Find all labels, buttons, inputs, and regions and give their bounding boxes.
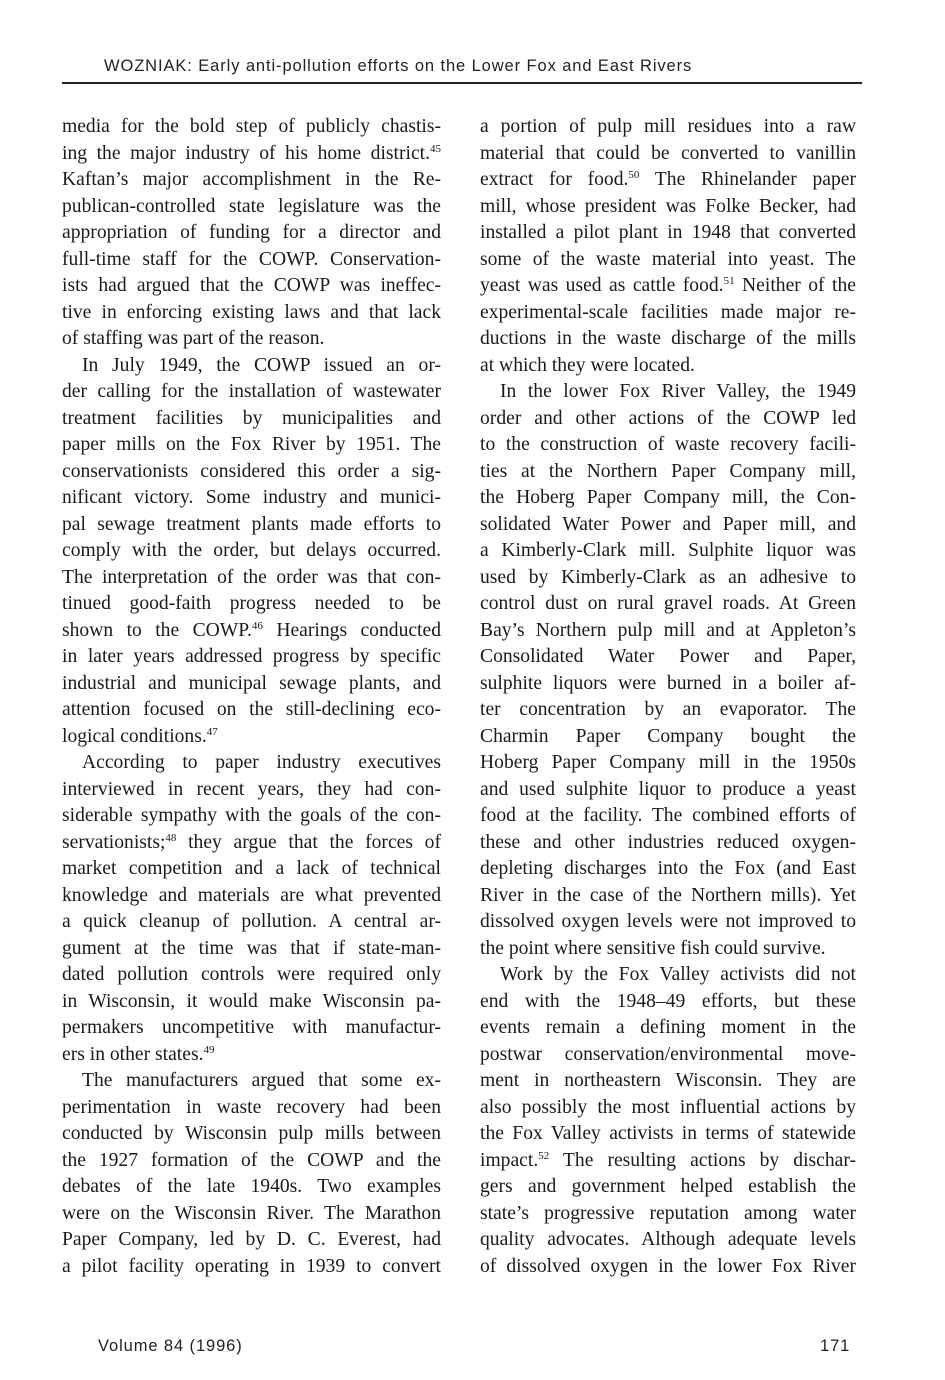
text-line bbox=[62, 989, 441, 1016]
line-text: debates of the late 1940s. Two examples bbox=[62, 1176, 441, 1197]
line-text: impact. bbox=[480, 1149, 539, 1171]
line-text: dated pollution controls were required only bbox=[62, 964, 441, 985]
text-line bbox=[480, 591, 856, 618]
line-text: market competition and a lack of technical bbox=[62, 858, 441, 879]
line-text: depleting discharges into the Fox (and East bbox=[480, 858, 856, 879]
line-text: Paper Company, led by D. C. Everest, had bbox=[62, 1229, 441, 1250]
line-text: permakers uncompetitive with manufactur- bbox=[62, 1017, 441, 1038]
text-line bbox=[62, 724, 441, 751]
line-text: control dust on rural gravel roads. At Green bbox=[480, 593, 856, 614]
text-line bbox=[480, 883, 856, 910]
line-text: comply with the order, but delays occurred. bbox=[62, 540, 441, 561]
line-text: In July 1949, the COWP issued an or- bbox=[82, 354, 441, 376]
text-line bbox=[480, 406, 856, 433]
line-text: media for the bold step of publicly chastis- bbox=[62, 116, 441, 137]
line-text: a quick cleanup of pollution. A central ar- bbox=[62, 911, 441, 932]
footnote-ref: 52 bbox=[538, 1149, 550, 1162]
text-line bbox=[62, 379, 441, 406]
line-text: Kaftan’s major accomplishment in the Re- bbox=[62, 169, 441, 190]
line-text: Work by the Fox Valley activists did not bbox=[500, 964, 856, 985]
text-line bbox=[480, 114, 856, 141]
line-text: appropriation of funding for a director and bbox=[62, 222, 441, 243]
right-column bbox=[480, 114, 856, 1280]
text-line bbox=[62, 538, 441, 565]
text-line bbox=[62, 830, 441, 857]
text-line bbox=[480, 830, 856, 857]
text-line bbox=[62, 194, 441, 221]
line-text: industrial and municipal sewage plants, and bbox=[62, 672, 441, 694]
text-line bbox=[62, 1068, 441, 1095]
line-text: in Wisconsin, it would make Wisconsin pa- bbox=[62, 990, 441, 1012]
text-line bbox=[480, 909, 856, 936]
text-line bbox=[480, 697, 856, 724]
text-line bbox=[480, 1095, 856, 1122]
line-text: a pilot facility operating in 1939 to convert bbox=[62, 1255, 441, 1277]
line-text: treatment facilities by municipalities and bbox=[62, 407, 441, 429]
text-line bbox=[62, 1121, 441, 1148]
line-text: der calling for the installation of wastewater bbox=[62, 381, 441, 402]
text-line bbox=[480, 1201, 856, 1228]
text-line bbox=[62, 1148, 441, 1175]
text-line bbox=[480, 247, 856, 274]
line-text: events remain a defining moment in the bbox=[480, 1017, 856, 1038]
text-line bbox=[480, 459, 856, 486]
line-text: mill, whose president was Folke Becker, had bbox=[480, 195, 856, 217]
text-line bbox=[480, 724, 856, 751]
text-line bbox=[480, 141, 856, 168]
text-line bbox=[480, 989, 856, 1016]
text-line bbox=[480, 538, 856, 565]
text-line bbox=[480, 803, 856, 830]
text-line bbox=[62, 591, 441, 618]
line-text: postwar conservation/environmental move- bbox=[480, 1043, 856, 1065]
line-text: The manufacturers argued that some ex- bbox=[82, 1070, 441, 1091]
line-text: tinued good-faith progress needed to be bbox=[62, 593, 441, 614]
text-line bbox=[62, 1015, 441, 1042]
text-line bbox=[62, 671, 441, 698]
text-line bbox=[62, 485, 441, 512]
page-number: 171 bbox=[820, 1337, 851, 1355]
line-text: ing the major industry of his home district. bbox=[62, 142, 430, 164]
text-line bbox=[62, 141, 441, 168]
line-text: logical conditions. bbox=[62, 725, 207, 747]
text-line bbox=[480, 273, 856, 300]
line-text: end with the 1948–49 efforts, but these bbox=[480, 990, 856, 1012]
text-line bbox=[480, 618, 856, 645]
line-text: ductions in the waste discharge of the mills bbox=[480, 328, 856, 349]
line-text: the Hoberg Paper Company mill, the Con- bbox=[480, 487, 856, 508]
line-text: state’s progressive reputation among water bbox=[480, 1202, 856, 1224]
footnote-ref: 49 bbox=[203, 1043, 215, 1056]
line-text: gers and government helped establish the bbox=[480, 1176, 856, 1197]
text-line bbox=[480, 353, 856, 380]
text-line bbox=[62, 247, 441, 274]
line-text: order and other actions of the COWP led bbox=[480, 407, 856, 429]
text-line bbox=[480, 750, 856, 777]
line-text: siderable sympathy with the goals of the con- bbox=[62, 805, 441, 826]
text-line bbox=[62, 326, 441, 353]
text-line bbox=[62, 459, 441, 486]
line-text: material that could be converted to vanillin bbox=[480, 142, 856, 164]
text-line bbox=[62, 883, 441, 910]
line-text: to the construction of waste recovery facili- bbox=[480, 434, 856, 455]
text-line bbox=[480, 1042, 856, 1069]
line-text: installed a pilot plant in 1948 that converted bbox=[480, 222, 856, 243]
line-text: gument at the time was that if state-man- bbox=[62, 937, 441, 959]
line-text: and used sulphite liquor to produce a yeast bbox=[480, 778, 856, 800]
text-line bbox=[62, 777, 441, 804]
line-text: of dissolved oxygen in the lower Fox River bbox=[480, 1255, 856, 1277]
footnote-ref: 48 bbox=[165, 831, 177, 844]
text-line bbox=[62, 512, 441, 539]
text-line bbox=[62, 1227, 441, 1254]
line-text: servationists; bbox=[62, 831, 166, 853]
running-header: WOZNIAK: Early anti-pollution efforts on the Lower Fox and East Rivers bbox=[104, 57, 693, 75]
text-line bbox=[62, 565, 441, 592]
line-text: the 1927 formation of the COWP and the bbox=[62, 1149, 441, 1171]
line-text: of staffing was part of the reason. bbox=[62, 328, 325, 349]
line-text: solidated Water Power and Paper mill, and bbox=[480, 513, 856, 535]
text-line bbox=[480, 167, 856, 194]
line-text: nificant victory. Some industry and munici- bbox=[62, 487, 441, 508]
line-text: quality advocates. Although adequate levels bbox=[480, 1229, 856, 1250]
line-text: were on the Wisconsin River. The Marathon bbox=[62, 1202, 441, 1224]
text-line bbox=[480, 936, 856, 963]
footnote-ref: 46 bbox=[251, 619, 263, 632]
text-line bbox=[62, 909, 441, 936]
line-text: tive in enforcing existing laws and that lack bbox=[62, 301, 441, 323]
line-text: ment in northeastern Wisconsin. They are bbox=[480, 1070, 856, 1091]
line-text: publican-controlled state legislature was the bbox=[62, 195, 441, 217]
line-text: a Kimberly-Clark mill. Sulphite liquor was bbox=[480, 540, 856, 561]
text-line bbox=[62, 167, 441, 194]
text-line bbox=[480, 485, 856, 512]
line-text: interviewed in recent years, they had con- bbox=[62, 778, 441, 800]
line-text: a portion of pulp mill residues into a raw bbox=[480, 116, 856, 137]
text-line bbox=[480, 671, 856, 698]
text-line bbox=[62, 962, 441, 989]
text-line bbox=[62, 1174, 441, 1201]
line-text: these and other industries reduced oxygen- bbox=[480, 831, 856, 853]
text-line bbox=[62, 750, 441, 777]
line-text: also possibly the most influential actions by bbox=[480, 1096, 856, 1118]
text-line bbox=[62, 803, 441, 830]
text-line bbox=[480, 644, 856, 671]
line-text: shown to the COWP. bbox=[62, 619, 252, 641]
text-line bbox=[480, 856, 856, 883]
line-text: In the lower Fox River Valley, the 1949 bbox=[500, 381, 856, 402]
text-line bbox=[62, 697, 441, 724]
text-line bbox=[62, 1254, 441, 1281]
text-line bbox=[62, 644, 441, 671]
line-text: pal sewage treatment plants made efforts to bbox=[62, 513, 441, 535]
line-text: paper mills on the Fox River by 1951. The bbox=[62, 434, 441, 455]
line-text: food at the facility. The combined efforts of bbox=[480, 805, 856, 826]
line-text: According to paper industry executives bbox=[82, 752, 441, 773]
line-text: in later years addressed progress by specific bbox=[62, 646, 441, 667]
text-line bbox=[480, 1227, 856, 1254]
footnote-ref: 47 bbox=[206, 725, 218, 738]
text-line bbox=[480, 432, 856, 459]
text-line bbox=[480, 379, 856, 406]
text-line bbox=[480, 1121, 856, 1148]
line-text: they argue that the forces of bbox=[176, 831, 441, 853]
text-line bbox=[480, 1015, 856, 1042]
left-column bbox=[62, 114, 441, 1280]
text-line bbox=[62, 220, 441, 247]
text-line bbox=[62, 300, 441, 327]
line-text: the Fox Valley activists in terms of statewide bbox=[480, 1123, 856, 1144]
text-line bbox=[62, 936, 441, 963]
line-text: ties at the Northern Paper Company mill, bbox=[480, 460, 856, 482]
line-text: conducted by Wisconsin pulp mills between bbox=[62, 1123, 441, 1144]
text-line bbox=[62, 353, 441, 380]
text-line bbox=[62, 618, 441, 645]
line-text: experimental-scale facilities made major re- bbox=[480, 301, 856, 323]
line-text: used by Kimberly-Clark as an adhesive to bbox=[480, 566, 856, 588]
text-line bbox=[480, 1254, 856, 1281]
line-text: dissolved oxygen levels were not improved to bbox=[480, 911, 856, 932]
line-text: The interpretation of the order was that con- bbox=[62, 566, 441, 588]
text-line bbox=[480, 512, 856, 539]
line-text: The Rhinelander paper bbox=[639, 169, 856, 190]
header-rule bbox=[62, 82, 862, 84]
text-line bbox=[62, 406, 441, 433]
footnote-ref: 45 bbox=[430, 142, 441, 155]
text-line bbox=[62, 432, 441, 459]
text-line bbox=[480, 1174, 856, 1201]
text-line bbox=[480, 300, 856, 327]
text-line bbox=[62, 1042, 441, 1069]
line-text: Charmin Paper Company bought the bbox=[480, 725, 856, 747]
line-text: attention focused on the still-declining eco- bbox=[62, 699, 441, 720]
text-line bbox=[480, 1148, 856, 1175]
text-line bbox=[480, 962, 856, 989]
line-text: The resulting actions by dischar- bbox=[549, 1149, 856, 1171]
text-line bbox=[480, 777, 856, 804]
line-text: Neither of the bbox=[734, 275, 856, 296]
text-line bbox=[480, 326, 856, 353]
text-line bbox=[62, 114, 441, 141]
line-text: full-time staff for the COWP. Conservation- bbox=[62, 248, 441, 270]
footnote-ref: 50 bbox=[628, 169, 640, 181]
line-text: knowledge and materials are what prevented bbox=[62, 884, 441, 906]
text-line bbox=[62, 1201, 441, 1228]
volume-footer: Volume 84 (1996) bbox=[98, 1337, 243, 1355]
line-text: ter concentration by an evaporator. The bbox=[480, 699, 856, 720]
line-text: sulphite liquors were burned in a boiler af- bbox=[480, 672, 856, 694]
line-text: perimentation in waste recovery had been bbox=[62, 1096, 441, 1118]
text-line bbox=[62, 273, 441, 300]
line-text: conservationists considered this order a sig- bbox=[62, 460, 441, 482]
text-line bbox=[62, 1095, 441, 1122]
line-text: River in the case of the Northern mills). Yet bbox=[480, 884, 856, 906]
text-line bbox=[480, 1068, 856, 1095]
text-line bbox=[480, 194, 856, 221]
line-text: yeast was used as cattle food. bbox=[480, 275, 724, 296]
text-line bbox=[62, 856, 441, 883]
line-text: Consolidated Water Power and Paper, bbox=[480, 646, 856, 667]
line-text: ists had argued that the COWP was ineffec- bbox=[62, 275, 441, 296]
text-line bbox=[480, 220, 856, 247]
text-line bbox=[480, 565, 856, 592]
line-text: the point where sensitive fish could survive. bbox=[480, 937, 826, 959]
line-text: Hearings conducted bbox=[262, 619, 441, 641]
line-text: ers in other states. bbox=[62, 1043, 204, 1065]
line-text: Hoberg Paper Company mill in the 1950s bbox=[480, 752, 856, 773]
line-text: Bay’s Northern pulp mill and at Appleton’s bbox=[480, 619, 856, 641]
line-text: at which they were located. bbox=[480, 354, 695, 376]
line-text: extract for food. bbox=[480, 169, 629, 190]
line-text: some of the waste material into yeast. The bbox=[480, 248, 856, 270]
footnote-ref: 51 bbox=[723, 275, 735, 287]
